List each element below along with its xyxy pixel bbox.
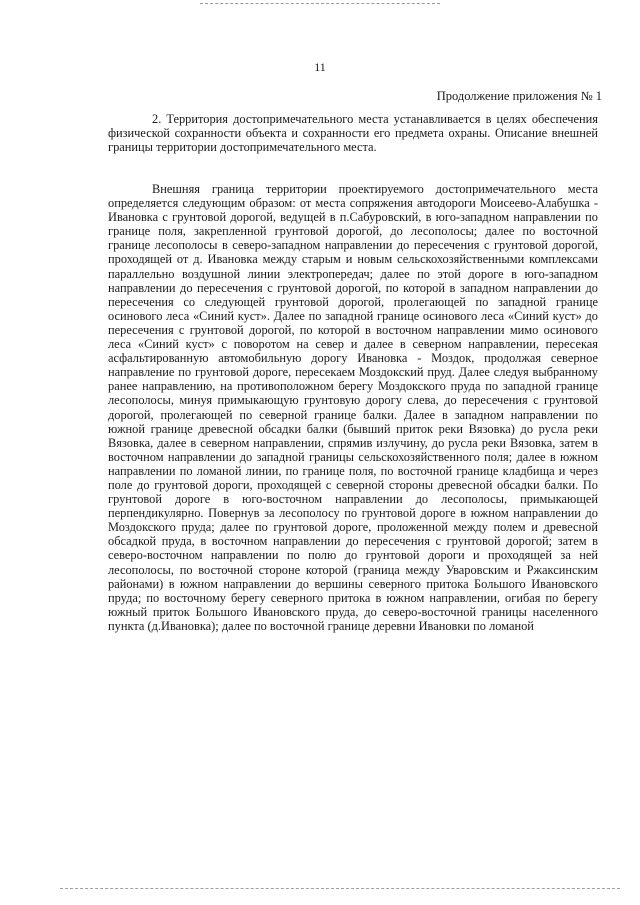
page-number: 11 [314, 60, 326, 74]
scan-artifact-top [200, 3, 440, 4]
paragraph-boundary-description: Внешняя граница территории проектируемого достопримечательного места определяется следующим образом: от места сопряжения автодороги Моисеево-Алабушка - Ивановка с грунтовой дорогой, ведущей в п.Сабуровский, в юго-западном направлении по границе поля, закрепленной грунтовой дорогой, до лесополосы; далее по восточной границе лесополосы в северо-западном направлении до пересечения с грунтовой дорогой, проходящей от д. Ивановка между старым и новым сельскохозяйственными комплексами параллельно воздушной линии электропередач; далее по этой дороге в юго-западном направлении до пересечения с грунтовой дорогой, по которой в западном направлении до пересечения со следующей грунтовой дорогой, пролегающей по западной границе осинового леса «Синий куст». Далее по западной границе осинового леса «Синий куст» до пересечения с грунтовой дорогой, по которой в восточном направлении мимо осинового леса «Синий куст» с поворотом на север и далее в северном направлении, пересекая асфальтированную автомобильную дорогу Ивановка - Моздок, продолжая северное направление по грунтовой дороге, пересекаем Моздокский пруд. Далее следуя выбранному ранее направлению, на противоположном берегу Моздокского пруда по западной границе лесополосы, минуя примыкающую грунтовую дорогу слева, до пересечения с грунтовой дорогой, пролегающей по северной границе балки. Далее в западном направлении по южной границе древесной обсадки балки (бывший приток реки Вязовка) до русла реки Вязовка, далее в северном направлении, спрямив излучину, до русла реки Вязовка, затем в восточном направлении до западной границы сельскохозяйственного поля; далее в южном направлении по ломаной линии, по границе поля, по восточной границе кладбища и через поле до грунтовой дороги, проходящей с северной стороны древесной обсадки балки. По грунтовой дороге в юго-восточном направлении до лесополосы, примыкающей перпендикулярно. Повернув за лесополосу по грунтовой дороге в южном направлении до Моздокского пруда; далее по грунтовой дороге, проложенной между полем и древесной обсадкой пруда, в восточном направлении до пересечения с грунтовой дорогой; затем в северо-восточном направлении по полю до грунтовой дороги и проходящей за ней лесополосы, по восточной стороне которой (граница между Уваровским и Ржаксинским районами) в южном направлении до вершины северного притока Большого Ивановского пруда; по восточному берегу северного притока в южном направлении, огибая по берегу южный приток Большого Ивановского пруда, до северо-восточной границы населенного пункта (д.Ивановка); далее по восточной границе деревни Ивановки по ломаной [108, 182, 602, 633]
appendix-continuation-note: Продолжение приложения № 1 [436, 89, 602, 103]
scan-artifact-bottom [60, 888, 620, 889]
paragraph-territory-purpose: 2. Территория достопримечательного места устанавливается в целях обеспечения физической сохранности объекта и сохранности его предмета охраны. Описание внешней границы территории достопримечательного места. [108, 112, 602, 155]
